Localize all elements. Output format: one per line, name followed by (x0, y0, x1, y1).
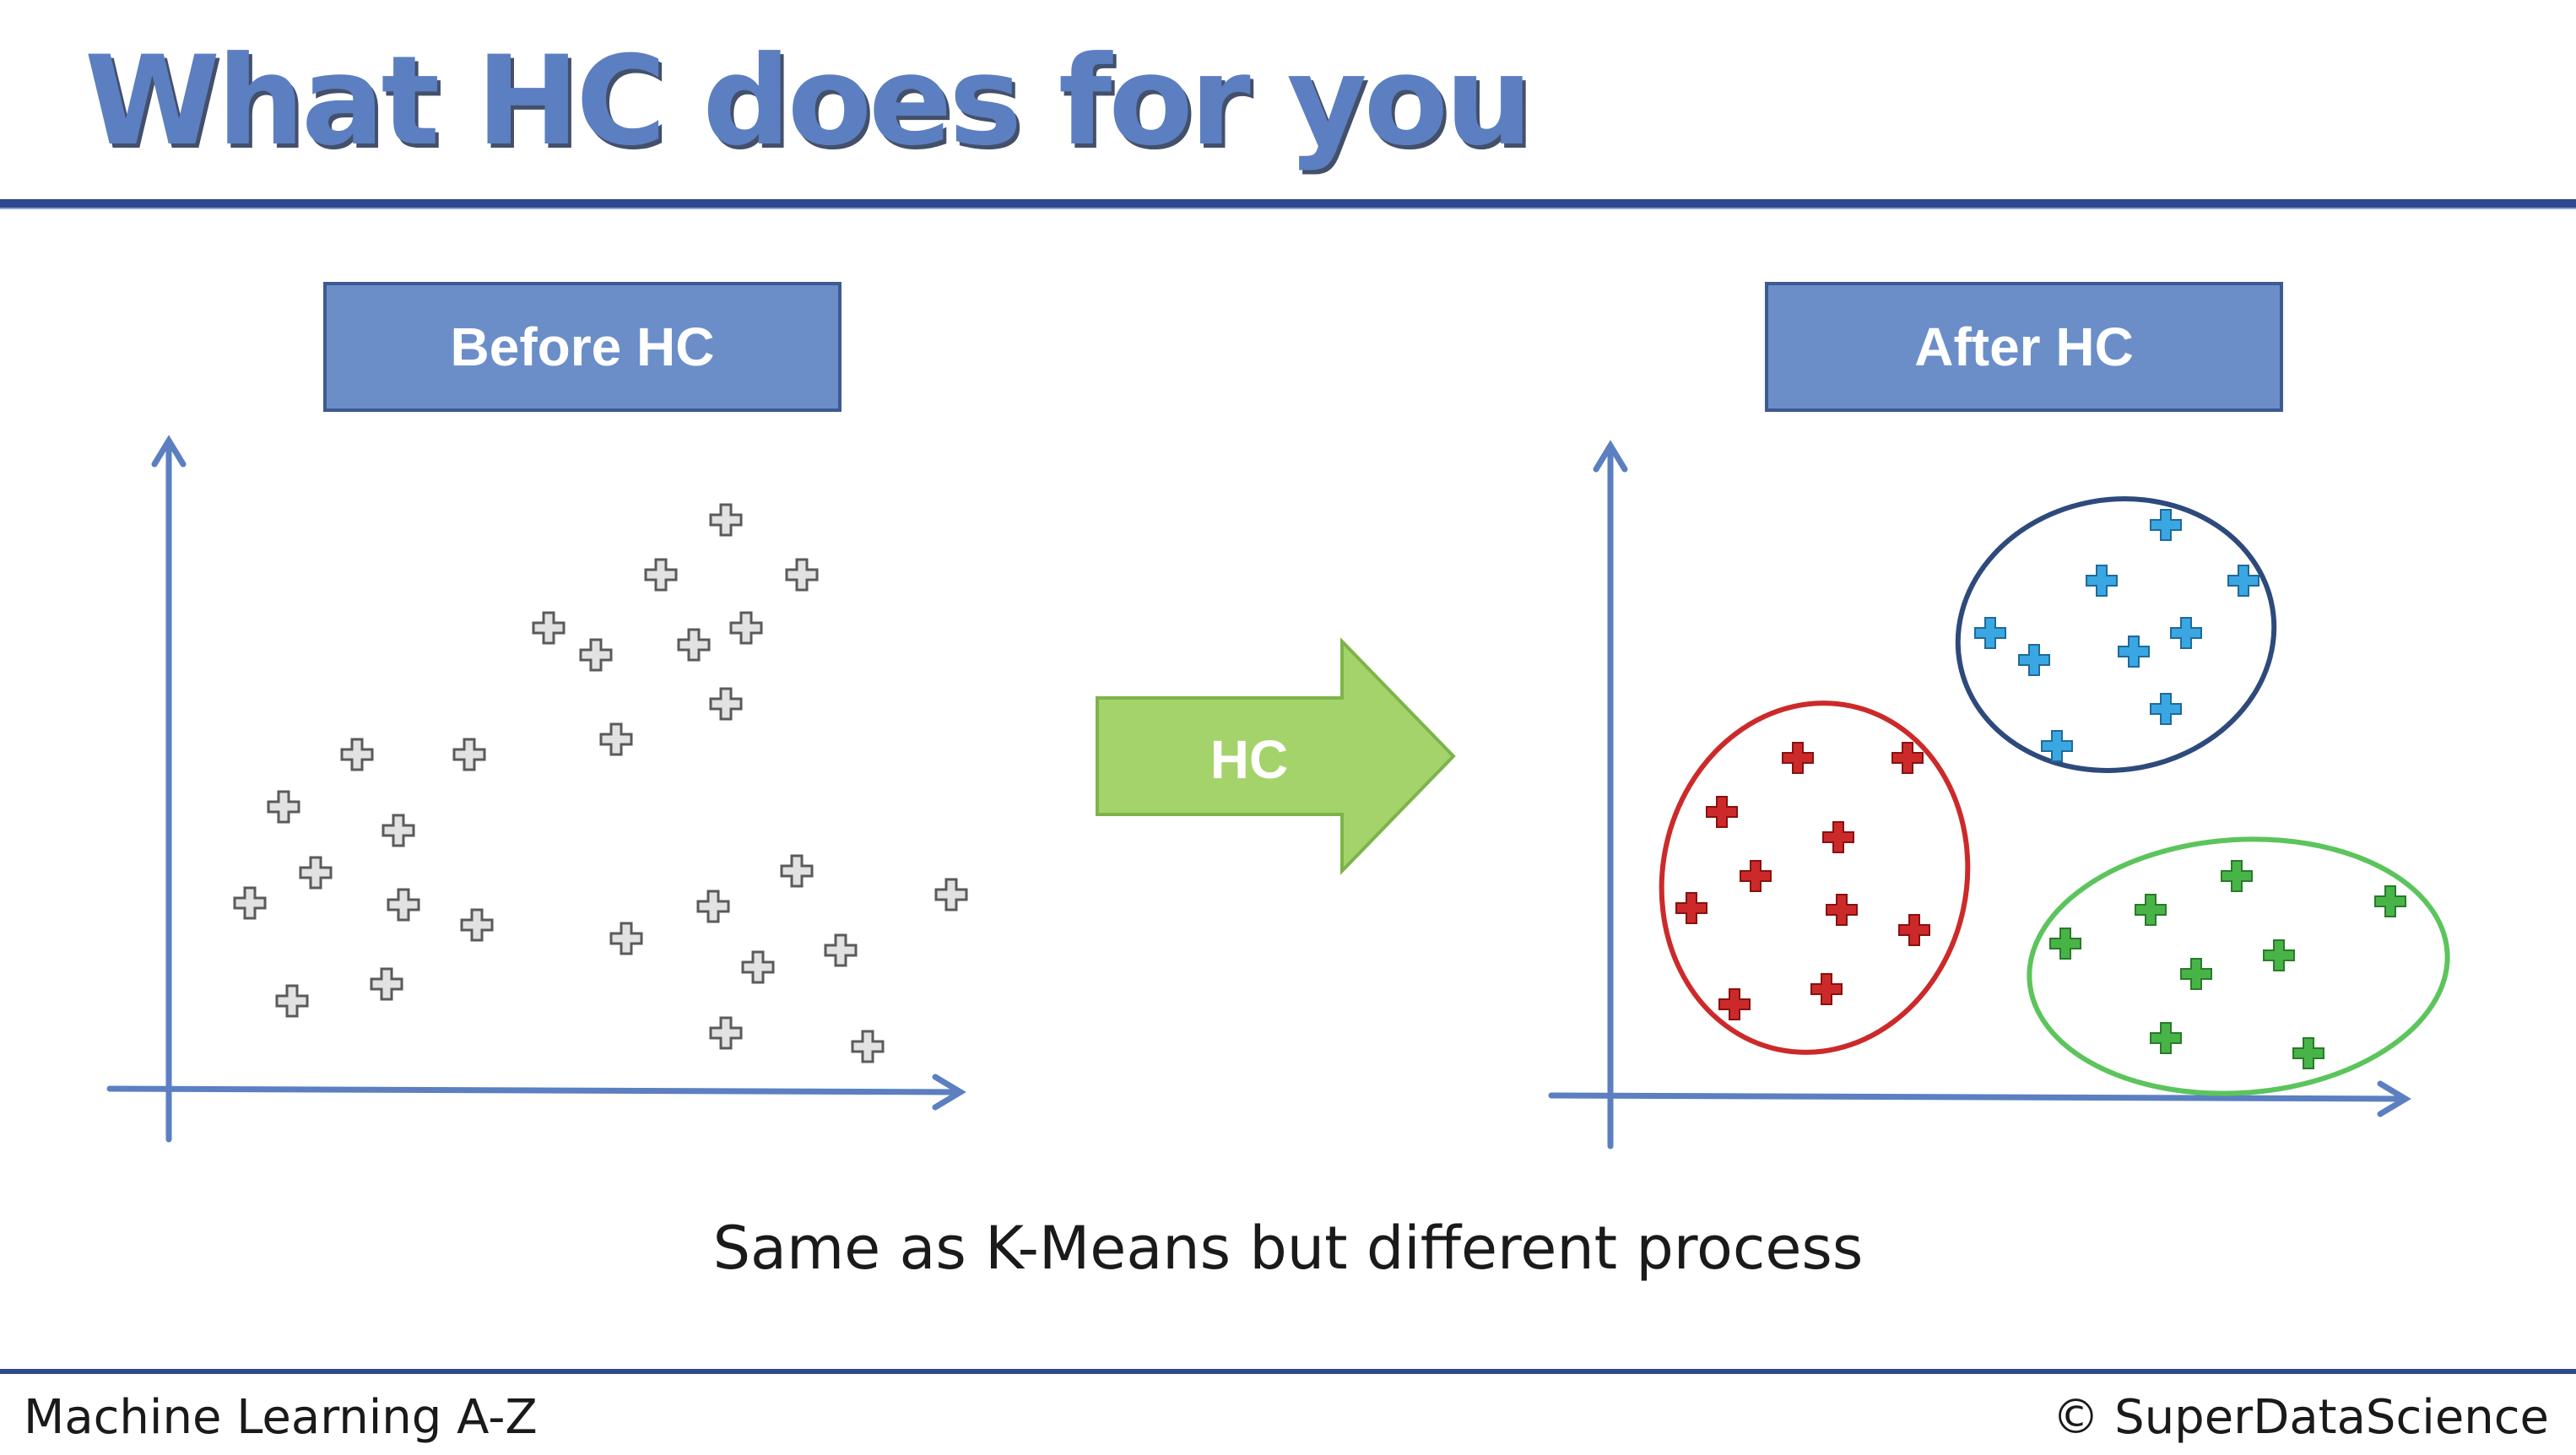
plus-marker-icon (1975, 618, 2005, 648)
plus-marker-icon (2228, 565, 2259, 596)
plus-marker-icon (711, 689, 741, 719)
plus-marker-icon (825, 935, 856, 965)
before-plot-axes (110, 441, 961, 1139)
plus-marker-icon (1676, 893, 1707, 923)
plus-marker-icon (1783, 743, 1813, 773)
plus-marker-icon (2222, 861, 2252, 891)
plus-marker-icon (371, 969, 402, 999)
after-hc-label: After HC (1765, 282, 2283, 412)
plus-marker-icon (1740, 861, 1771, 891)
cluster-red-points (1676, 743, 1929, 1020)
plus-marker-icon (611, 923, 641, 954)
plus-marker-icon (2264, 940, 2294, 971)
after-plot-axes (1551, 446, 2406, 1146)
footer-divider (0, 1369, 2576, 1374)
plus-marker-icon (2171, 618, 2201, 648)
plus-marker-icon (2151, 1023, 2181, 1053)
plus-marker-icon (2181, 959, 2211, 989)
plus-marker-icon (782, 856, 812, 886)
plus-marker-icon (342, 739, 372, 770)
plus-marker-icon (698, 891, 728, 922)
plus-marker-icon (1719, 989, 1750, 1020)
plus-marker-icon (2151, 694, 2181, 724)
plus-marker-icon (731, 613, 761, 643)
plus-marker-icon (2375, 886, 2406, 917)
plus-marker-icon (581, 640, 611, 670)
plus-marker-icon (268, 792, 299, 822)
plus-marker-icon (743, 952, 773, 982)
plus-marker-icon (2086, 565, 2117, 596)
cluster-blue-points (1975, 510, 2259, 761)
plus-marker-icon (533, 613, 564, 643)
plus-marker-icon (601, 724, 631, 755)
plus-marker-icon (2050, 928, 2081, 959)
plus-marker-icon (2151, 510, 2181, 540)
plus-marker-icon (787, 560, 817, 590)
plus-marker-icon (711, 1018, 741, 1048)
footer-course: Machine Learning A-Z (24, 1390, 538, 1445)
hc-arrow-label: HC (1210, 729, 1289, 790)
plus-marker-icon (2119, 636, 2149, 667)
plus-marker-icon (1826, 895, 1857, 925)
plus-marker-icon (852, 1031, 883, 1062)
plus-marker-icon (1899, 915, 1929, 945)
plus-marker-icon (235, 888, 265, 918)
plus-marker-icon (1823, 822, 1854, 852)
before-points (235, 505, 966, 1062)
cluster-red-ellipse (1630, 674, 2000, 1081)
plus-marker-icon (2293, 1038, 2324, 1068)
plus-marker-icon (383, 815, 414, 846)
plus-marker-icon (2042, 731, 2072, 761)
plus-marker-icon (2135, 895, 2166, 925)
plus-marker-icon (454, 739, 484, 770)
plus-marker-icon (462, 910, 492, 940)
plus-marker-icon (300, 857, 331, 888)
slide-caption: Same as K-Means but different process (712, 1214, 1864, 1283)
plus-marker-icon (1892, 743, 1923, 773)
plus-marker-icon (936, 879, 966, 910)
plus-marker-icon (1707, 797, 1737, 827)
plus-marker-icon (646, 560, 676, 590)
plus-marker-icon (388, 890, 419, 920)
before-hc-label: Before HC (323, 282, 842, 412)
slide-title: What HC does for you (84, 30, 1529, 173)
cluster-green-points (2050, 861, 2406, 1068)
footer-copyright: © SuperDataScience (2052, 1390, 2549, 1445)
plus-marker-icon (277, 986, 307, 1016)
plus-marker-icon (2019, 645, 2049, 675)
hc-arrow (1097, 641, 1453, 871)
plus-marker-icon (679, 630, 709, 660)
plus-marker-icon (1811, 974, 1842, 1004)
plus-marker-icon (711, 505, 741, 535)
